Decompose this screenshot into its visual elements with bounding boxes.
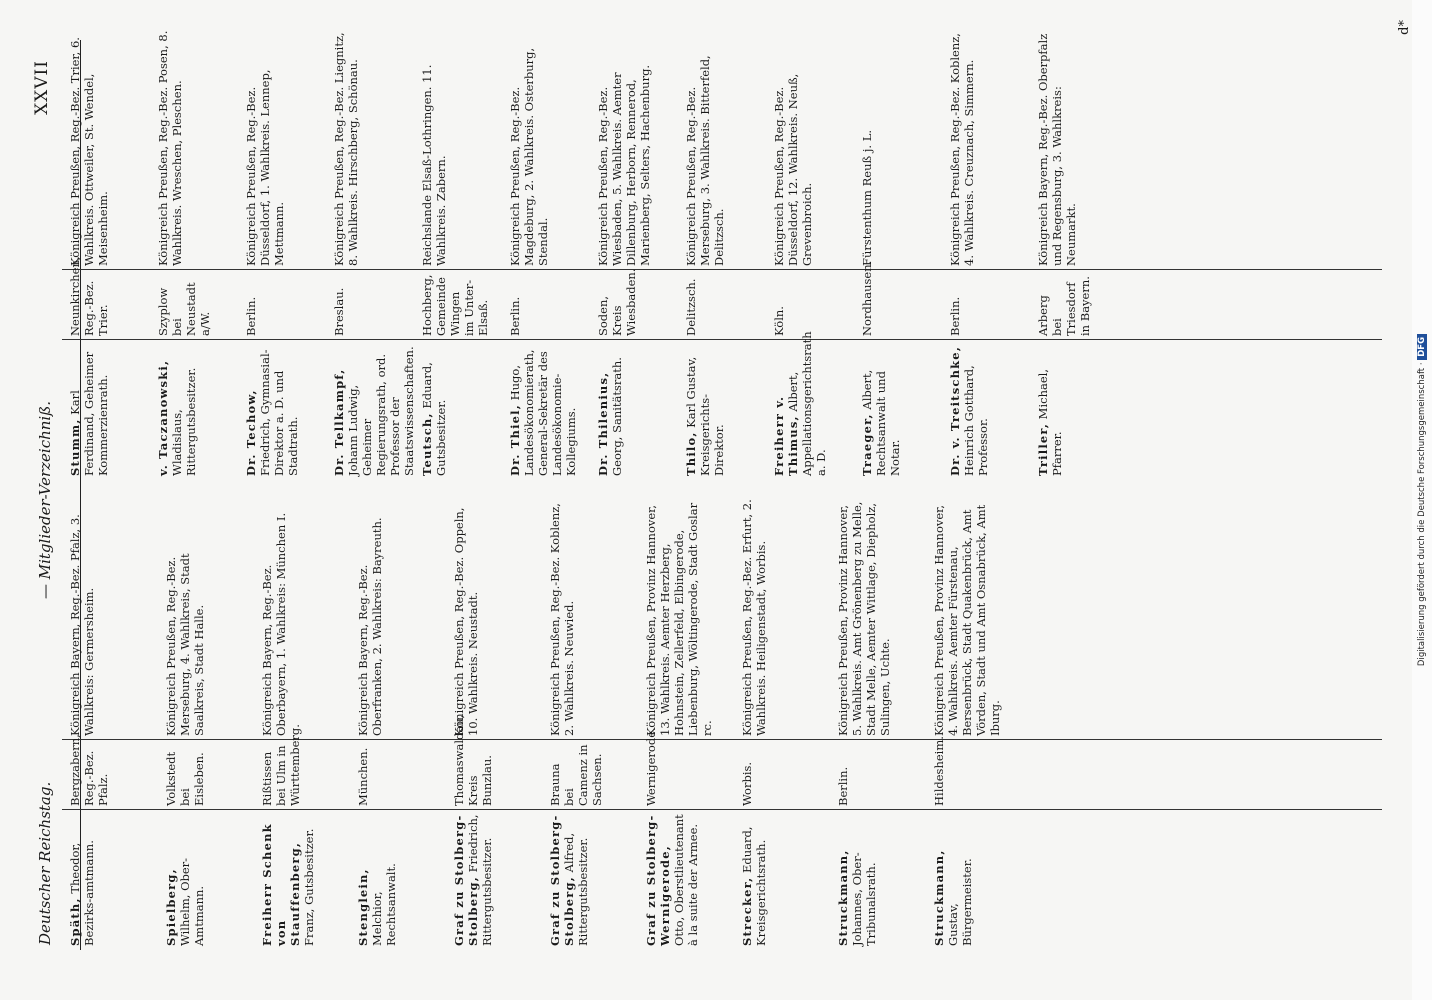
signature-mark: d* bbox=[1397, 20, 1412, 35]
member-entry bbox=[684, 20, 726, 480]
member-surname: Freiherr v. Thimus, bbox=[772, 395, 800, 476]
member-name-cell bbox=[548, 810, 604, 950]
member-entry bbox=[508, 20, 578, 480]
member-entry bbox=[948, 20, 990, 480]
member-residence: Berlin. bbox=[836, 766, 850, 806]
member-name-cell bbox=[68, 340, 110, 480]
member-occupation: Eduard, Gutsbesitzer. bbox=[420, 362, 448, 476]
member-residence: Soden, Kreis Wiesbaden. bbox=[596, 268, 638, 336]
digitization-credit-text: Digitalisierung gefördert durch die Deutsche Forschungsgemeinschaft · bbox=[1417, 362, 1427, 667]
member-name-cell bbox=[684, 340, 726, 480]
member-name-cell bbox=[932, 810, 1002, 950]
member-entry bbox=[596, 20, 652, 480]
member-surname: Dr. v. Treitschke, bbox=[948, 345, 962, 476]
member-constituency: Königreich Preußen, Reg.-Bez. Wiesbaden, 5. Wahlkreis. Aemter Dillenburg, Herborn, Rennerod, Marienberg, Selters, Hachenburg. bbox=[596, 64, 652, 266]
member-entry bbox=[836, 490, 892, 950]
member-occupation: Albert, Rechtsanwalt und Notar. bbox=[860, 369, 902, 476]
digitization-sidebar bbox=[1412, 0, 1432, 1000]
member-surname: Spielberg, bbox=[164, 868, 178, 946]
digitization-credit bbox=[1412, 0, 1432, 1000]
member-name-cell bbox=[332, 340, 416, 480]
member-occupation: Georg, Sanitätsrath. bbox=[610, 357, 624, 476]
member-occupation: Karl Gustav, Kreisgerichts-Direktor. bbox=[684, 356, 726, 476]
member-constituency: Reichslande Elsaß-Lothringen. 11. Wahlkreis. Zabern. bbox=[420, 64, 448, 266]
member-name-cell bbox=[452, 810, 494, 950]
member-entry bbox=[332, 20, 416, 480]
member-surname: Stumm, bbox=[68, 418, 82, 476]
member-surname: Dr. Thiel, bbox=[508, 404, 522, 476]
right-column-block bbox=[62, 20, 1382, 480]
member-surname: Strecker, bbox=[740, 876, 754, 946]
member-occupation: Friedrich, Rittergutsbesitzer. bbox=[466, 814, 494, 946]
member-residence: Berlin. bbox=[508, 296, 522, 336]
member-surname: Graf zu Stolberg-Stolberg, bbox=[548, 814, 576, 946]
member-occupation: Wladislaus, Rittergutsbesitzer. bbox=[170, 367, 198, 476]
member-residence: Neunkirchen, Reg.-Bez. Trier. bbox=[68, 256, 110, 336]
member-entry bbox=[420, 20, 490, 480]
member-entry bbox=[164, 490, 206, 950]
member-name-cell bbox=[860, 340, 902, 480]
member-occupation: Johannes, Ober-Tribunalsrath. bbox=[850, 852, 878, 946]
member-constituency: Königreich Preußen, Provinz Hannover, 5. Wahlkreis. Amt Grönenberg zu Melle, Stadt Melle, Aemter Wittlage, Diepholz, Sulingen, Uchte. bbox=[836, 501, 892, 736]
member-residence: Hildesheim. bbox=[932, 736, 946, 806]
member-constituency: Königreich Preußen, Reg.-Bez. Merseburg, 4. Wahlkreis, Stadt Saalkreis, Stadt Halle. bbox=[164, 553, 206, 736]
member-constituency: Königreich Preußen, Reg.-Bez. Magdeburg, 2. Wahlkreis. Osterburg, Stendal. bbox=[508, 47, 550, 266]
member-entry bbox=[1036, 20, 1092, 480]
member-name-cell bbox=[772, 331, 828, 480]
member-residence: Worbis. bbox=[740, 761, 754, 806]
member-surname: Triller, bbox=[1036, 422, 1050, 476]
member-entry bbox=[452, 490, 494, 950]
member-name-cell bbox=[420, 340, 490, 480]
member-occupation: Gustav, Bürgermeister. bbox=[946, 858, 974, 946]
member-surname: Graf zu Stolberg-Wernigerode, bbox=[644, 814, 672, 946]
header-left-title: Deutscher Reichstag. bbox=[36, 781, 54, 945]
member-occupation: Wilhelm, Ober-Amtmann. bbox=[178, 857, 206, 946]
member-surname: Teutsch, bbox=[420, 412, 434, 476]
member-entry bbox=[68, 490, 110, 950]
member-constituency: Königreich Preußen, Reg.-Bez. Trier, 6. Wahlkreis. Ottweiler, St. Wendel, Meisenheim. bbox=[68, 37, 110, 266]
member-name-cell bbox=[596, 340, 652, 480]
member-residence: Arberg bei Triesdorf in Bayern. bbox=[1036, 276, 1092, 336]
member-constituency: Königreich Preußen, Reg.-Bez. Posen, 8. Wahlkreis. Wreschen, Pleschen. bbox=[156, 30, 184, 266]
member-surname: Späth, bbox=[68, 897, 82, 946]
member-name-cell bbox=[356, 810, 398, 950]
member-residence: Rißtissen bei Ulm in Württemberg. bbox=[260, 724, 302, 806]
member-constituency: Königreich Bayern, Reg.-Bez. Oberfranken, 2. Wahlkreis: Bayreuth. bbox=[356, 517, 384, 736]
member-name-cell bbox=[508, 340, 578, 480]
member-surname: Traeger, bbox=[860, 413, 874, 476]
member-residence: Bergzabern, Reg.-Bez. Pfalz. bbox=[68, 734, 110, 806]
page-number: XXVII bbox=[32, 60, 52, 115]
member-residence: Berlin. bbox=[244, 296, 258, 336]
member-name-cell bbox=[1036, 340, 1092, 480]
member-entry bbox=[68, 20, 110, 480]
member-name-cell bbox=[948, 340, 990, 480]
member-constituency: Königreich Preußen, Reg.-Bez. Koblenz, 4. Wahlkreis. Creuznach, Simmern. bbox=[948, 33, 976, 266]
member-occupation: Karl Ferdinand, Geheimer Kommerzienrath. bbox=[68, 351, 110, 476]
member-entry bbox=[156, 20, 212, 480]
member-entry bbox=[548, 490, 604, 950]
member-name-cell bbox=[68, 810, 110, 950]
member-occupation: Albert, Appellationsgerichtsrath a. D. bbox=[786, 331, 828, 476]
dfg-logo: DFG bbox=[1417, 334, 1427, 360]
member-residence: Thomaswaldau, Kreis Bunzlau. bbox=[452, 714, 494, 806]
member-entry bbox=[772, 20, 828, 480]
member-occupation: Friedrich, Gymnasial-Direktor a. D. und Stadtrath. bbox=[258, 349, 300, 476]
member-constituency: Königreich Bayern, Reg.-Bez. Pfalz, 3. Wahlkreis: Germersheim. bbox=[68, 514, 96, 736]
member-constituency: Königreich Bayern, Reg.-Bez. Oberpfalz und Regensburg, 3. Wahlkreis: Neumarkt. bbox=[1036, 33, 1078, 266]
member-entry bbox=[260, 490, 316, 950]
member-constituency: Königreich Preußen, Reg.-Bez. Merseburg, 3. Wahlkreis. Bitterfeld, Delitzsch. bbox=[684, 55, 726, 266]
member-name-cell bbox=[244, 340, 300, 480]
member-surname: Thilo, bbox=[684, 431, 698, 476]
member-surname: Struckmann, bbox=[932, 849, 946, 946]
member-name-cell bbox=[836, 810, 892, 950]
member-residence: Wernigerode. bbox=[644, 727, 658, 806]
member-entry bbox=[860, 20, 902, 480]
member-name-cell bbox=[164, 810, 206, 950]
member-occupation: Michael, Pfarrer. bbox=[1036, 369, 1064, 476]
member-residence: Breslau. bbox=[332, 287, 346, 336]
member-entry bbox=[740, 490, 768, 950]
member-occupation: Theodor, Bezirks-amtmann. bbox=[68, 840, 96, 946]
member-surname: Stenglein, bbox=[356, 868, 370, 946]
member-constituency: Königreich Bayern, Reg.-Bez. Oberbayern, 1. Wahlkreis: München I. bbox=[260, 512, 288, 736]
member-surname: Dr. Thilenius, bbox=[596, 371, 610, 476]
member-surname: v. Taczanowski, bbox=[156, 359, 170, 476]
left-column-block bbox=[62, 490, 1382, 950]
member-surname: Freiherr Schenk von Stauffenberg, bbox=[260, 823, 302, 946]
member-residence: Brauna bei Camenz in Sachsen. bbox=[548, 744, 604, 806]
member-name-cell bbox=[740, 810, 768, 950]
member-entry bbox=[244, 20, 300, 480]
member-residence: Szyplow bei Neustadt a/W. bbox=[156, 282, 212, 336]
member-constituency: Königreich Preußen, Reg.-Bez. Oppeln, 10. Wahlkreis. Neustadt. bbox=[452, 507, 480, 736]
member-surname: Dr. Tellkampf, bbox=[332, 368, 346, 476]
member-residence: München. bbox=[356, 747, 370, 806]
member-entry bbox=[932, 490, 1002, 950]
member-occupation: Otto, Oberstlieutenant à la suite der Armee. bbox=[672, 814, 700, 946]
member-occupation: Hugo, Landesökonomierath, General-Sekretär des Landesökonomie-Kollegiums. bbox=[508, 349, 578, 476]
member-residence: Hochberg, Gemeinde Wingen im Unter-Elsaß. bbox=[420, 274, 490, 336]
member-residence: Delitzsch. bbox=[684, 278, 698, 336]
member-constituency: Königreich Preußen, Reg.-Bez. Düsseldorf, 12. Wahlkreis. Neuß, Grevenbroich. bbox=[772, 73, 814, 266]
member-occupation: Eduard, Kreisgerichtsrath. bbox=[740, 826, 768, 946]
member-occupation: Heinrich Gotthard, Professor. bbox=[962, 365, 990, 476]
member-constituency: Königreich Preußen, Reg.-Bez. Koblenz, 2. Wahlkreis. Neuwied. bbox=[548, 503, 576, 736]
member-surname: Graf zu Stolberg-Stolberg, bbox=[452, 814, 480, 946]
member-name-cell bbox=[644, 810, 714, 950]
member-residence: Volkstedt bei Eisleben. bbox=[164, 751, 206, 806]
member-residence: Köln. bbox=[772, 306, 786, 336]
member-name-cell bbox=[156, 340, 212, 480]
member-occupation: Melchior, Rechtsanwalt. bbox=[370, 863, 398, 946]
member-constituency: Königreich Preußen, Provinz Hannover, 4. Wahlkreis. Aemter Fürstenau, Bersenbrück, Stadt Quakenbrück, Amt Vörden, Stadt und Amt Osnabrück, Amt Iburg. bbox=[932, 504, 1002, 736]
member-constituency: Königreich Preußen, Reg.-Bez. Düsseldorf, 1. Wahlkreis. Lennep, Mettmann. bbox=[244, 69, 286, 266]
member-occupation: Franz, Gutsbesitzer. bbox=[302, 828, 316, 946]
member-constituency: Fürstenthum Reuß j. L. bbox=[860, 130, 874, 266]
member-occupation: Johann Ludwig, Geheimer Regierungsrath, ord. Professor der Staatswissenschaften. bbox=[346, 346, 416, 476]
member-residence: Nordhausen. bbox=[860, 260, 874, 336]
member-surname: Struckmann, bbox=[836, 849, 850, 946]
member-constituency: Königreich Preußen, Reg.-Bez. Erfurt, 2. Wahlkreis. Heiligenstadt, Worbis. bbox=[740, 499, 768, 736]
member-residence: Berlin. bbox=[948, 296, 962, 336]
header-center-title: — Mitglieder-Verzeichniß. bbox=[36, 400, 54, 600]
member-name-cell bbox=[260, 810, 316, 950]
member-entry bbox=[356, 490, 398, 950]
member-constituency: Königreich Preußen, Provinz Hannover, 13. Wahlkreis. Aemter Herzberg, Hohnstein, Zellerfeld, Elbingerode, Liebenburg, Wöltingerode, Stadt Goslar rc. bbox=[644, 502, 714, 736]
member-surname: Dr. Techow, bbox=[244, 389, 258, 476]
member-constituency: Königreich Preußen, Reg.-Bez. Liegnitz, 8. Wahlkreis. Hirschberg, Schönau. bbox=[332, 32, 360, 266]
member-occupation: Alfred, Rittergutsbesitzer. bbox=[562, 832, 590, 946]
member-entry bbox=[644, 490, 714, 950]
